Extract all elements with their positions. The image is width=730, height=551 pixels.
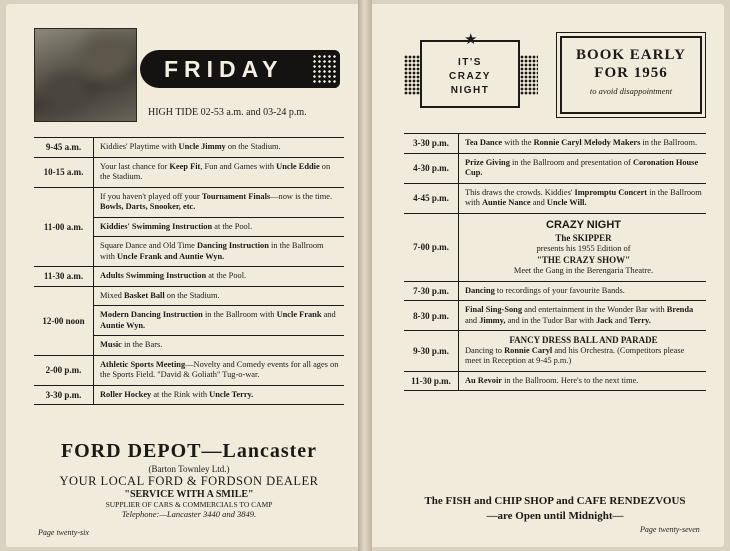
schedule-events xyxy=(94,356,344,385)
star-icon: ★ xyxy=(464,32,478,48)
schedule-events xyxy=(459,372,706,391)
schedule-events xyxy=(459,214,706,281)
schedule-time: 8-30 p.m. xyxy=(404,301,459,330)
schedule-time: 2-00 p.m. xyxy=(34,356,94,385)
book-early-inner xyxy=(560,36,702,114)
schedule-events xyxy=(94,188,344,267)
book-early-line-1: BOOK EARLY xyxy=(576,47,686,63)
schedule-row xyxy=(34,267,344,287)
advert-slogan: "SERVICE WITH A SMILE" xyxy=(124,489,254,500)
schedule-row xyxy=(404,154,706,184)
schedule-time: 7-00 p.m. xyxy=(404,214,459,281)
schedule-event: Modern Dancing Instruction in the Ballroom with Uncle Frank and Auntie Wyn. xyxy=(94,306,344,336)
schedule-row xyxy=(404,282,706,302)
schedule-event: Au Revoir in the Ballroom. Here's to the next time. xyxy=(465,375,639,385)
schedule-events xyxy=(94,386,344,405)
schedule-time: 4-30 p.m. xyxy=(404,154,459,183)
schedule-time: 3-30 p.m. xyxy=(34,386,94,405)
schedule-row xyxy=(34,158,344,188)
crazy-dot-pattern-left xyxy=(404,55,420,95)
schedule-events xyxy=(94,158,344,187)
friday-schedule-table xyxy=(34,137,344,405)
crazy-dot-pattern-right xyxy=(520,55,538,95)
book-early-box xyxy=(556,32,706,118)
schedule-event: Final Sing-Song and entertainment in the Wonder Bar with Brenda and Jimmy, and in the Tudor Bar with Jack and Terry. xyxy=(465,305,694,325)
book-early-line-2: FOR 1956 xyxy=(594,65,668,81)
schedule-event: Athletic Sports Meeting—Novelty and Comedy events for all ages on the Sports Field. "David & Goliath" Tug-o-war. xyxy=(100,359,339,379)
day-banner xyxy=(140,50,340,88)
schedule-events xyxy=(459,134,706,153)
crazy-line-1: IT'S xyxy=(458,57,482,68)
banner-dot-pattern xyxy=(312,54,336,84)
schedule-event: This draws the crowds. Kiddies' Impromptu Concert in the Ballroom with Auntie Nance and Uncle Will. xyxy=(465,187,702,207)
schedule-event: Prize Giving in the Ballroom and presentation of Coronation House Cup. xyxy=(465,157,699,177)
day-banner-label: FRIDAY xyxy=(164,55,284,82)
schedule-row xyxy=(404,301,706,331)
advert-dealer: YOUR LOCAL FORD & FORDSON DEALER xyxy=(59,474,319,488)
high-tide-note: HIGH TIDE 02-53 a.m. and 03-24 p.m. xyxy=(148,107,307,118)
cafe-notice-line-1: The FISH and CHIP SHOP and CAFE RENDEZVOUS xyxy=(424,495,686,507)
schedule-events xyxy=(94,138,344,157)
schedule-events xyxy=(94,267,344,286)
schedule-row xyxy=(404,184,706,214)
schedule-event: CRAZY NIGHT The SKIPPER presents his 1955 Edition of "THE CRAZY SHOW" Meet the Gang in the Berengaria Theatre. xyxy=(513,218,654,275)
schedule-event: Kiddies' Playtime with Uncle Jimmy on the Stadium. xyxy=(100,142,281,151)
cafe-notice xyxy=(404,494,706,524)
schedule-time: 9-45 a.m. xyxy=(34,138,94,157)
crazy-line-2: CRAZY xyxy=(449,71,491,82)
schedule-event: Square Dance and Old Time Dancing Instruction in the Ballroom with Uncle Frank and Auntie Wyn. xyxy=(100,241,324,261)
schedule-event: FANCY DRESS BALL AND PARADE Dancing to Ronnie Caryl and his Orchestra. (Competitors please meet in Reception at 9-45 p.m.) xyxy=(465,335,685,365)
schedule-event: Mixed Basket Ball on the Stadium. xyxy=(94,287,344,307)
schedule-row xyxy=(34,138,344,158)
page-number-left: Page twenty-six xyxy=(38,528,89,537)
schedule-events xyxy=(459,331,706,371)
cafe-notice-line-2: —are Open until Midnight— xyxy=(486,510,624,522)
advert-telephone: Telephone:—Lancaster 3440 and 3849. xyxy=(121,509,257,519)
schedule-event: Dancing to recordings of your favourite Bands. xyxy=(465,285,625,295)
schedule-event: If you haven't played off your Tournament Finals—now is the time. Bowls, Darts, Snooker, etc. xyxy=(94,188,344,218)
schedule-events xyxy=(94,287,344,355)
schedule-event: Adults Swimming Instruction at the Pool. xyxy=(100,271,247,280)
holiday-camp-photo xyxy=(34,28,137,122)
book-early-line-3: to avoid disappointment xyxy=(589,86,673,96)
schedule-event: Your last chance for Keep Fit, Fun and Games with Uncle Eddie on the Stadium. xyxy=(100,161,331,181)
schedule-event: Tea Dance with the Ronnie Caryl Melody Makers in the Ballroom. xyxy=(465,138,698,147)
advert-supplier: SUPPLIER OF CARS & COMMERCIALS TO CAMP xyxy=(105,500,273,509)
schedule-row xyxy=(34,287,344,356)
schedule-event: Kiddies' Swimming Instruction at the Pool. xyxy=(94,218,344,238)
evening-schedule-table xyxy=(404,133,706,391)
schedule-events xyxy=(459,282,706,301)
page-number-right: Page twenty-seven xyxy=(640,525,700,534)
schedule-time: 11-00 a.m. xyxy=(34,188,94,267)
schedule-time: 3-30 p.m. xyxy=(404,134,459,153)
schedule-events xyxy=(459,301,706,330)
schedule-time: 12-00 noon xyxy=(34,287,94,355)
advert-headline: FORD DEPOT—Lancaster xyxy=(60,440,318,462)
schedule-time: 9-30 p.m. xyxy=(404,331,459,371)
advert-company: (Barton Townley Ltd.) xyxy=(148,464,230,474)
schedule-row xyxy=(404,331,706,372)
schedule-time: 11-30 p.m. xyxy=(404,372,459,391)
schedule-row xyxy=(404,134,706,154)
schedule-event: Music in the Bars. xyxy=(100,340,163,349)
schedule-row xyxy=(34,386,344,406)
schedule-time: 11-30 a.m. xyxy=(34,267,94,286)
schedule-row xyxy=(34,188,344,268)
ford-depot-advert xyxy=(34,440,344,519)
crazy-night-box xyxy=(420,40,520,108)
schedule-time: 7-30 p.m. xyxy=(404,282,459,301)
schedule-row xyxy=(404,214,706,282)
schedule-time: 4-45 p.m. xyxy=(404,184,459,213)
book-gutter xyxy=(358,0,372,551)
crazy-line-3: NIGHT xyxy=(450,85,490,96)
schedule-events xyxy=(459,184,706,213)
schedule-row xyxy=(404,372,706,392)
schedule-row xyxy=(34,356,344,386)
schedule-event: Roller Hockey at the Rink with Uncle Terry. xyxy=(100,389,254,399)
schedule-time: 10-15 a.m. xyxy=(34,158,94,187)
schedule-events xyxy=(459,154,706,183)
